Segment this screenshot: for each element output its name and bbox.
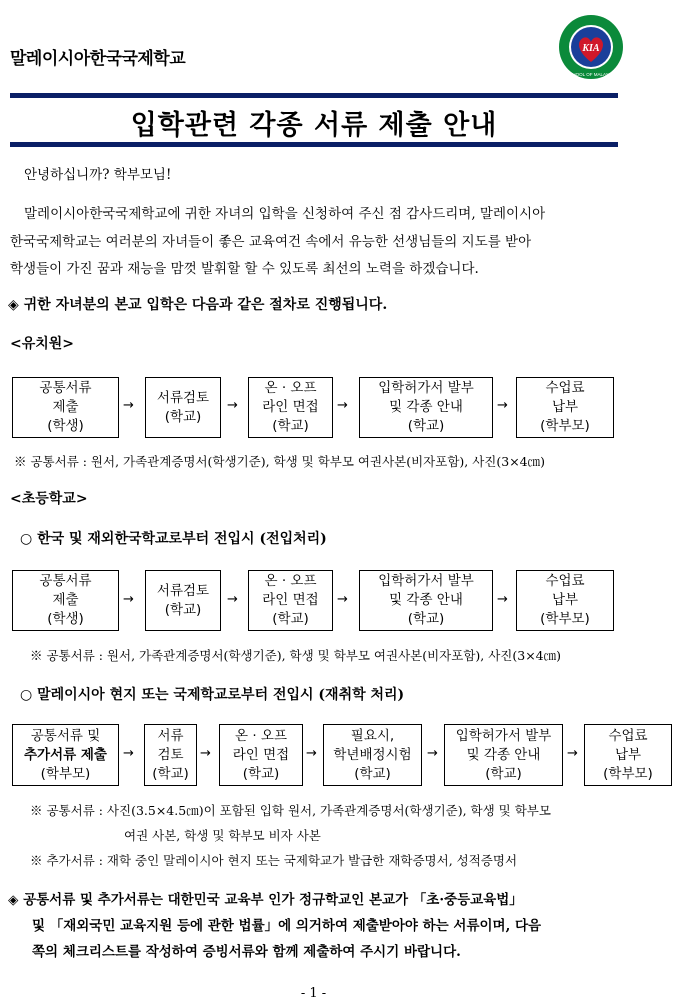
title-rule-top bbox=[10, 93, 618, 98]
title-rule-bottom bbox=[10, 142, 618, 147]
intro-line-2: 한국국제학교는 여러분의 자녀들이 좋은 교육여건 속에서 유능한 선생님들의 지도를 받아 bbox=[10, 234, 532, 250]
arrow-icon: → bbox=[200, 746, 211, 761]
kg-note: ※ 공통서류 : 원서, 가족관계증명서(학생기준), 학생 및 학부모 여권사본(비자포함), 사진(3×4㎝) bbox=[14, 454, 546, 469]
elem-case1-heading: ○ 한국 및 재외한국학교로부터 전입시 (전입처리) bbox=[20, 531, 327, 547]
main-heading: ◈ 귀한 자녀분의 본교 입학은 다음과 같은 절차로 진행됩니다. bbox=[8, 297, 388, 313]
intro-line-1: 말레이시아한국국제학교에 귀한 자녀의 입학을 신청하여 주신 점 감사드리며, 말레이시아 bbox=[24, 206, 546, 222]
arrow-icon: → bbox=[427, 746, 438, 761]
elem1-step-1: 공통서류 제출 (학생) bbox=[12, 570, 119, 631]
kindergarten-label: <유치원> bbox=[10, 336, 75, 352]
elem2-step-1: 공통서류 및 추가서류 제출 (학부모) bbox=[12, 724, 119, 786]
kg-step-1: 공통서류 제출 (학생) bbox=[12, 377, 119, 438]
arrow-icon: → bbox=[123, 592, 134, 607]
elem-case2-heading: ○ 말레이시아 현지 또는 국제학교로부터 전입시 (재취학 처리) bbox=[20, 687, 405, 703]
arrow-icon: → bbox=[567, 746, 578, 761]
elem2-step-5: 입학허가서 발부 및 각종 안내 (학교) bbox=[444, 724, 563, 786]
elem2-note1-cont: 여권 사본, 학생 및 학부모 비자 사본 bbox=[124, 828, 321, 843]
kg-step-4: 입학허가서 발부 및 각종 안내 (학교) bbox=[359, 377, 493, 438]
logo-ring-text: SCHOOL OF MALAYSIA bbox=[566, 72, 616, 77]
elementary-label: <초등학교> bbox=[10, 491, 88, 507]
greeting: 안녕하십니까? 학부모님! bbox=[24, 167, 172, 183]
arrow-icon: → bbox=[123, 398, 134, 413]
elem1-step-5: 수업료 납부 (학부모) bbox=[516, 570, 614, 631]
elem2-step-2: 서류 검토 (학교) bbox=[144, 724, 197, 786]
arrow-icon: → bbox=[123, 746, 134, 761]
logo-initials: KIA bbox=[582, 43, 600, 54]
elem1-step-2: 서류검토 (학교) bbox=[145, 570, 221, 631]
elem2-step-6: 수업료 납부 (학부모) bbox=[584, 724, 672, 786]
arrow-icon: → bbox=[497, 398, 508, 413]
elem1-note: ※ 공통서류 : 원서, 가족관계증명서(학생기준), 학생 및 학부모 여권사본(비자포함), 사진(3×4㎝) bbox=[30, 648, 562, 663]
kg-step-5: 수업료 납부 (학부모) bbox=[516, 377, 614, 438]
closing-line-2: 및 「재외국민 교육지원 등에 관한 법률」에 의거하여 제출받아야 하는 서류이며, 다음 bbox=[32, 918, 542, 934]
arrow-icon: → bbox=[337, 592, 348, 607]
page-title: 입학관련 각종 서류 제출 안내 bbox=[130, 110, 498, 141]
elem2-step-3: 온 · 오프 라인 면접 (학교) bbox=[219, 724, 303, 786]
school-logo bbox=[558, 14, 624, 80]
kg-step-2: 서류검토 (학교) bbox=[145, 377, 221, 438]
elem2-note2: ※ 추가서류 : 재학 중인 말레이시아 현지 또는 국제학교가 발급한 재학증명서, 성적증명서 bbox=[30, 853, 518, 868]
page-number: - 1 - bbox=[300, 986, 327, 1001]
closing-line-1: ◈ 공통서류 및 추가서류는 대한민국 교육부 인가 정규학교인 본교가 「초·중등교육법」 bbox=[8, 892, 523, 908]
arrow-icon: → bbox=[227, 398, 238, 413]
kg-step-3: 온 · 오프 라인 면접 (학교) bbox=[248, 377, 333, 438]
elem1-step-3: 온 · 오프 라인 면접 (학교) bbox=[248, 570, 333, 631]
elem1-step-4: 입학허가서 발부 및 각종 안내 (학교) bbox=[359, 570, 493, 631]
elem2-step-4: 필요시, 학년배정시험 (학교) bbox=[323, 724, 422, 786]
arrow-icon: → bbox=[497, 592, 508, 607]
intro-line-3: 학생들이 가진 꿈과 재능을 맘껏 발휘할 할 수 있도록 최선의 노력을 하겠습니다. bbox=[10, 261, 479, 277]
closing-line-3: 쪽의 체크리스트를 작성하여 증빙서류와 함께 제출하여 주시기 바랍니다. bbox=[32, 944, 461, 960]
arrow-icon: → bbox=[227, 592, 238, 607]
school-name: 말레이시아한국국제학교 bbox=[10, 49, 186, 69]
arrow-icon: → bbox=[337, 398, 348, 413]
elem2-note1: ※ 공통서류 : 사진(3.5×4.5㎝)이 포함된 입학 원서, 가족관계증명서(학생기준), 학생 및 학부모 bbox=[30, 803, 551, 818]
arrow-icon: → bbox=[306, 746, 317, 761]
